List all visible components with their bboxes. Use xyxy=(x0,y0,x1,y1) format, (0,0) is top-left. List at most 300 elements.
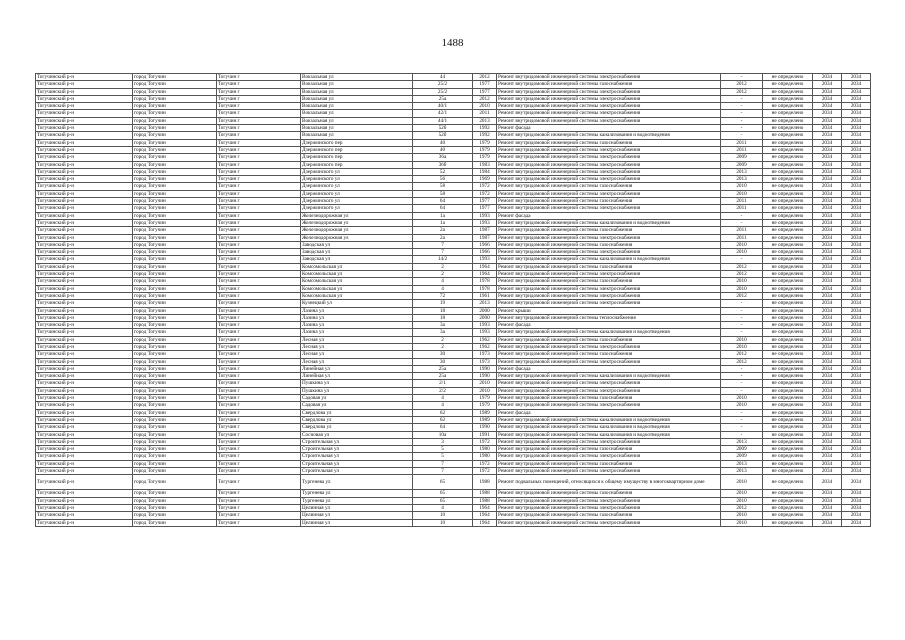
cell-settlement: Тогучин г xyxy=(217,409,301,416)
cell-house-number: 1а xyxy=(413,219,473,226)
cell-work-type: Ремонт внутридомовой инженерной системы газоснабжения xyxy=(497,446,721,453)
cell-house-number: 18 xyxy=(413,307,473,314)
cell-plan-start-year: 2034 xyxy=(813,490,842,497)
cell-municipality: город Тогучин xyxy=(133,424,217,431)
cell-build-year: 2013 xyxy=(473,117,497,124)
cell-settlement: Тогучин г xyxy=(217,453,301,460)
cell-municipality: город Тогучин xyxy=(133,358,217,365)
cell-house-number: 18 xyxy=(413,314,473,321)
cell-plan-end-year: 2034 xyxy=(842,234,871,241)
cell-plan-end-year: 2034 xyxy=(842,314,871,321)
cell-street: Свердлова ул xyxy=(301,424,413,431)
cell-street: Вокзальная ул xyxy=(301,110,413,117)
cell-settlement: Тогучин г xyxy=(217,263,301,270)
cell-plan-start-year: 2034 xyxy=(813,409,842,416)
cell-street: Вокзальная ул xyxy=(301,125,413,132)
cell-settlement: Тогучин г xyxy=(217,395,301,402)
table-row xyxy=(36,146,871,153)
cell-municipality: город Тогучин xyxy=(133,74,217,81)
cell-street: Железнодорожная ул xyxy=(301,234,413,241)
cell-build-year: 2012 xyxy=(473,74,497,81)
cell-last-repair-year: 2009 xyxy=(721,154,763,161)
cell-municipality: город Тогучин xyxy=(133,351,217,358)
table-row xyxy=(36,307,871,314)
cell-district: Тогучинский р-н xyxy=(36,146,133,153)
cell-last-repair-year: 2011 xyxy=(721,227,763,234)
cell-cost-status: не определено xyxy=(763,190,813,197)
cell-district: Тогучинский р-н xyxy=(36,183,133,190)
cell-work-type: Ремонт внутридомовой инженерной системы газоснабжения xyxy=(497,512,721,519)
cell-work-type: Ремонт внутридомовой инженерной системы электроснабжения xyxy=(497,504,721,511)
table-row xyxy=(36,81,871,88)
cell-cost-status: не определено xyxy=(763,409,813,416)
cell-municipality: город Тогучин xyxy=(133,234,217,241)
cell-cost-status: не определено xyxy=(763,285,813,292)
cell-municipality: город Тогучин xyxy=(133,336,217,343)
cell-plan-start-year: 2034 xyxy=(813,365,842,372)
table-row xyxy=(36,110,871,117)
table-row xyxy=(36,161,871,168)
cell-district: Тогучинский р-н xyxy=(36,329,133,336)
cell-work-type: Ремонт внутридомовой инженерной системы газоснабжения xyxy=(497,278,721,285)
cell-settlement: Тогучин г xyxy=(217,468,301,475)
cell-street: Комсомольская ул xyxy=(301,278,413,285)
cell-district: Тогучинский р-н xyxy=(36,358,133,365)
cell-work-type: Ремонт внутридомовой инженерной системы канализования и водоотведения xyxy=(497,416,721,423)
cell-house-number: 3 xyxy=(413,438,473,445)
cell-district: Тогучинский р-н xyxy=(36,512,133,519)
cell-street: Заводская ул xyxy=(301,241,413,248)
table-row xyxy=(36,351,871,358)
cell-district: Тогучинский р-н xyxy=(36,81,133,88)
cell-district: Тогучинский р-н xyxy=(36,227,133,234)
cell-municipality: город Тогучин xyxy=(133,227,217,234)
cell-settlement: Тогучин г xyxy=(217,512,301,519)
table-row xyxy=(36,278,871,285)
cell-build-year: 1966 xyxy=(473,249,497,256)
cell-plan-start-year: 2034 xyxy=(813,139,842,146)
cell-last-repair-year: 2011 xyxy=(721,139,763,146)
cell-build-year: 1964 xyxy=(473,271,497,278)
cell-municipality: город Тогучин xyxy=(133,271,217,278)
cell-last-repair-year: 2009 xyxy=(721,453,763,460)
cell-last-repair-year: - xyxy=(721,380,763,387)
cell-plan-end-year: 2034 xyxy=(842,322,871,329)
cell-house-number: 56 xyxy=(413,176,473,183)
cell-street: Железнодорожная ул xyxy=(301,227,413,234)
cell-street: Железнодорожная ул xyxy=(301,219,413,226)
cell-build-year: 1992 xyxy=(473,125,497,132)
cell-street: Вокзальная ул xyxy=(301,95,413,102)
cell-municipality: город Тогучин xyxy=(133,256,217,263)
cell-last-repair-year: 2012 xyxy=(721,358,763,365)
cell-work-type: Ремонт внутридомовой инженерной системы газоснабжения xyxy=(497,490,721,497)
cell-plan-start-year: 2034 xyxy=(813,212,842,219)
cell-build-year: 1964 xyxy=(473,504,497,511)
cell-district: Тогучинский р-н xyxy=(36,190,133,197)
cell-cost-status: не определено xyxy=(763,519,813,526)
cell-plan-start-year: 2034 xyxy=(813,395,842,402)
cell-last-repair-year: - xyxy=(721,125,763,132)
cell-municipality: город Тогучин xyxy=(133,329,217,336)
cell-street: Целинная ул xyxy=(301,519,413,526)
cell-municipality: город Тогучин xyxy=(133,190,217,197)
cell-street: Заводская ул xyxy=(301,249,413,256)
cell-plan-end-year: 2034 xyxy=(842,453,871,460)
cell-plan-start-year: 2034 xyxy=(813,117,842,124)
table-row xyxy=(36,446,871,453)
cell-municipality: город Тогучин xyxy=(133,88,217,95)
cell-build-year: 1993 xyxy=(473,329,497,336)
cell-cost-status: не определено xyxy=(763,271,813,278)
cell-plan-end-year: 2034 xyxy=(842,387,871,394)
cell-cost-status: не определено xyxy=(763,424,813,431)
cell-plan-end-year: 2034 xyxy=(842,271,871,278)
cell-house-number: 7 xyxy=(413,241,473,248)
table-row xyxy=(36,409,871,416)
table-body xyxy=(36,74,871,527)
table-row xyxy=(36,219,871,226)
cell-house-number: 2 xyxy=(413,336,473,343)
cell-last-repair-year: 2010 xyxy=(721,183,763,190)
cell-plan-end-year: 2034 xyxy=(842,190,871,197)
cell-last-repair-year: 2012 xyxy=(721,271,763,278)
cell-street: Целинная ул xyxy=(301,504,413,511)
cell-work-type: Ремонт внутридомовой инженерной системы газоснабжения xyxy=(497,351,721,358)
cell-street: Строительная ул xyxy=(301,460,413,467)
cell-plan-end-year: 2034 xyxy=(842,497,871,504)
cell-work-type: Ремонт внутридомовой инженерной системы электроснабжения xyxy=(497,453,721,460)
cell-street: Лесная ул xyxy=(301,336,413,343)
cell-house-number: 10а xyxy=(413,431,473,438)
cell-build-year: 1989 xyxy=(473,409,497,416)
cell-work-type: Ремонт внутридомовой инженерной системы электроснабжения xyxy=(497,103,721,110)
cell-work-type: Ремонт внутридомовой инженерной системы газоснабжения xyxy=(497,336,721,343)
table-row xyxy=(36,504,871,511)
cell-house-number: 64 xyxy=(413,424,473,431)
cell-house-number: 52б xyxy=(413,125,473,132)
cell-plan-start-year: 2034 xyxy=(813,402,842,409)
cell-street: Дзержинского пер xyxy=(301,154,413,161)
cell-district: Тогучинский р-н xyxy=(36,271,133,278)
cell-last-repair-year: 2012 xyxy=(721,504,763,511)
cell-house-number: 30 xyxy=(413,351,473,358)
cell-house-number: 36а xyxy=(413,154,473,161)
cell-municipality: город Тогучин xyxy=(133,402,217,409)
cell-plan-start-year: 2034 xyxy=(813,300,842,307)
cell-last-repair-year: - xyxy=(721,300,763,307)
cell-district: Тогучинский р-н xyxy=(36,256,133,263)
cell-cost-status: не определено xyxy=(763,176,813,183)
cell-house-number: 10 xyxy=(413,512,473,519)
cell-work-type: Ремонт внутридомовой инженерной системы теплоснабжения xyxy=(497,314,721,321)
cell-municipality: город Тогучин xyxy=(133,117,217,124)
cell-last-repair-year: 2010 xyxy=(721,343,763,350)
cell-last-repair-year: 2012 xyxy=(721,351,763,358)
cell-build-year: 1973 xyxy=(473,351,497,358)
cell-settlement: Тогучин г xyxy=(217,81,301,88)
cell-street: Вокзальная ул xyxy=(301,81,413,88)
cell-cost-status: не определено xyxy=(763,329,813,336)
cell-street: Пушкина ул xyxy=(301,387,413,394)
cell-build-year: 2010 xyxy=(473,387,497,394)
cell-settlement: Тогучин г xyxy=(217,132,301,139)
cell-settlement: Тогучин г xyxy=(217,336,301,343)
cell-district: Тогучинский р-н xyxy=(36,212,133,219)
cell-municipality: город Тогучин xyxy=(133,380,217,387)
cell-last-repair-year: - xyxy=(721,103,763,110)
cell-cost-status: не определено xyxy=(763,497,813,504)
cell-last-repair-year: - xyxy=(721,74,763,81)
table-row xyxy=(36,468,871,475)
cell-district: Тогучинский р-н xyxy=(36,198,133,205)
cell-cost-status: не определено xyxy=(763,168,813,175)
table-row xyxy=(36,416,871,423)
cell-last-repair-year: 2010 xyxy=(721,497,763,504)
cell-cost-status: не определено xyxy=(763,183,813,190)
cell-last-repair-year: - xyxy=(721,110,763,117)
cell-district: Тогучинский р-н xyxy=(36,351,133,358)
cell-plan-end-year: 2034 xyxy=(842,409,871,416)
cell-plan-start-year: 2034 xyxy=(813,198,842,205)
cell-street: Линейная ул xyxy=(301,373,413,380)
cell-cost-status: не определено xyxy=(763,307,813,314)
cell-municipality: город Тогучин xyxy=(133,219,217,226)
cell-build-year: 1990 xyxy=(473,365,497,372)
cell-house-number: 44/1 xyxy=(413,117,473,124)
cell-district: Тогучинский р-н xyxy=(36,132,133,139)
cell-district: Тогучинский р-н xyxy=(36,431,133,438)
cell-cost-status: не определено xyxy=(763,358,813,365)
cell-plan-start-year: 2034 xyxy=(813,161,842,168)
cell-cost-status: не определено xyxy=(763,278,813,285)
cell-district: Тогучинский р-н xyxy=(36,475,133,490)
cell-house-number: 52б xyxy=(413,132,473,139)
cell-house-number: 7 xyxy=(413,249,473,256)
table-row xyxy=(36,343,871,350)
cell-house-number: 58 xyxy=(413,183,473,190)
cell-plan-start-year: 2034 xyxy=(813,475,842,490)
cell-municipality: город Тогучин xyxy=(133,497,217,504)
cell-work-type: Ремонт внутридомовой инженерной системы канализования и водоотведения xyxy=(497,256,721,263)
cell-municipality: город Тогучин xyxy=(133,446,217,453)
table-row xyxy=(36,373,871,380)
cell-municipality: город Тогучин xyxy=(133,183,217,190)
cell-street: Заводская ул xyxy=(301,256,413,263)
cell-cost-status: не определено xyxy=(763,314,813,321)
cell-plan-end-year: 2034 xyxy=(842,395,871,402)
cell-last-repair-year: 2012 xyxy=(721,263,763,270)
cell-municipality: город Тогучин xyxy=(133,241,217,248)
cell-plan-end-year: 2034 xyxy=(842,380,871,387)
cell-district: Тогучинский р-н xyxy=(36,519,133,526)
cell-last-repair-year: 2012 xyxy=(721,81,763,88)
cell-district: Тогучинский р-н xyxy=(36,249,133,256)
cell-build-year: 1989 xyxy=(473,416,497,423)
cell-cost-status: не определено xyxy=(763,154,813,161)
cell-municipality: город Тогучин xyxy=(133,314,217,321)
cell-municipality: город Тогучин xyxy=(133,300,217,307)
cell-district: Тогучинский р-н xyxy=(36,453,133,460)
cell-street: Вокзальная ул xyxy=(301,74,413,81)
cell-last-repair-year: 2010 xyxy=(721,278,763,285)
cell-settlement: Тогучин г xyxy=(217,300,301,307)
cell-street: Садовая ул xyxy=(301,402,413,409)
cell-cost-status: не определено xyxy=(763,504,813,511)
cell-settlement: Тогучин г xyxy=(217,314,301,321)
table-row xyxy=(36,285,871,292)
cell-plan-end-year: 2034 xyxy=(842,336,871,343)
cell-build-year: 1979 xyxy=(473,154,497,161)
table-row xyxy=(36,234,871,241)
cell-settlement: Тогучин г xyxy=(217,424,301,431)
cell-street: Лесная ул xyxy=(301,351,413,358)
cell-district: Тогучинский р-н xyxy=(36,497,133,504)
cell-last-repair-year: - xyxy=(721,387,763,394)
cell-last-repair-year: - xyxy=(721,307,763,314)
cell-plan-end-year: 2034 xyxy=(842,183,871,190)
cell-cost-status: не определено xyxy=(763,249,813,256)
cell-district: Тогучинский р-н xyxy=(36,292,133,299)
cell-municipality: город Тогучин xyxy=(133,475,217,490)
cell-house-number: 25/2 xyxy=(413,88,473,95)
cell-work-type: Ремонт внутридомовой инженерной системы электроснабжения xyxy=(497,95,721,102)
cell-house-number: 1а xyxy=(413,212,473,219)
cell-work-type: Ремонт внутридомовой инженерной системы электроснабжения xyxy=(497,497,721,504)
cell-municipality: город Тогучин xyxy=(133,490,217,497)
cell-street: Тургенева ул xyxy=(301,497,413,504)
cell-last-repair-year: 2010 xyxy=(721,336,763,343)
cell-plan-end-year: 2034 xyxy=(842,74,871,81)
cell-cost-status: не определено xyxy=(763,263,813,270)
cell-municipality: город Тогучин xyxy=(133,278,217,285)
cell-district: Тогучинский р-н xyxy=(36,322,133,329)
cell-municipality: город Тогучин xyxy=(133,154,217,161)
cell-plan-start-year: 2034 xyxy=(813,146,842,153)
cell-house-number: 5 xyxy=(413,446,473,453)
cell-settlement: Тогучин г xyxy=(217,438,301,445)
table-row xyxy=(36,256,871,263)
cell-plan-end-year: 2034 xyxy=(842,446,871,453)
cell-settlement: Тогучин г xyxy=(217,446,301,453)
cell-house-number: 2/1 xyxy=(413,380,473,387)
cell-build-year: 1972 xyxy=(473,183,497,190)
cell-settlement: Тогучин г xyxy=(217,329,301,336)
cell-settlement: Тогучин г xyxy=(217,198,301,205)
cell-settlement: Тогучин г xyxy=(217,227,301,234)
table-row xyxy=(36,125,871,132)
cell-settlement: Тогучин г xyxy=(217,212,301,219)
cell-district: Тогучинский р-н xyxy=(36,139,133,146)
cell-plan-start-year: 2034 xyxy=(813,373,842,380)
cell-street: Дзержинского ул xyxy=(301,198,413,205)
cell-house-number: 62 xyxy=(413,409,473,416)
cell-street: Вокзальная ул xyxy=(301,132,413,139)
cell-plan-start-year: 2034 xyxy=(813,292,842,299)
cell-cost-status: не определено xyxy=(763,110,813,117)
cell-work-type: Ремонт внутридомовой инженерной системы электроснабжения xyxy=(497,205,721,212)
cell-municipality: город Тогучин xyxy=(133,365,217,372)
cell-plan-end-year: 2034 xyxy=(842,212,871,219)
cell-street: Лазина ул xyxy=(301,314,413,321)
cell-district: Тогучинский р-н xyxy=(36,263,133,270)
cell-settlement: Тогучин г xyxy=(217,387,301,394)
page-number: 1488 xyxy=(441,37,464,49)
cell-street: Комсомольская ул xyxy=(301,292,413,299)
cell-house-number: 58 xyxy=(413,190,473,197)
cell-plan-end-year: 2034 xyxy=(842,431,871,438)
cell-build-year: 1988 xyxy=(473,475,497,490)
cell-build-year: 1980 xyxy=(473,453,497,460)
cell-plan-end-year: 2034 xyxy=(842,117,871,124)
cell-build-year: 1980 xyxy=(473,446,497,453)
cell-street: Садовая ул xyxy=(301,395,413,402)
cell-last-repair-year: - xyxy=(721,409,763,416)
cell-house-number: 19 xyxy=(413,300,473,307)
cell-cost-status: не определено xyxy=(763,146,813,153)
cell-settlement: Тогучин г xyxy=(217,380,301,387)
cell-settlement: Тогучин г xyxy=(217,402,301,409)
cell-settlement: Тогучин г xyxy=(217,88,301,95)
cell-cost-status: не определено xyxy=(763,88,813,95)
cell-work-type: Ремонт внутридомовой инженерной системы электроснабжения xyxy=(497,234,721,241)
cell-district: Тогучинский р-н xyxy=(36,219,133,226)
cell-cost-status: не определено xyxy=(763,139,813,146)
cell-work-type: Ремонт фасада xyxy=(497,322,721,329)
cell-street: Железнодорожная ул xyxy=(301,212,413,219)
cell-cost-status: не определено xyxy=(763,198,813,205)
cell-last-repair-year: - xyxy=(721,365,763,372)
cell-municipality: город Тогучин xyxy=(133,373,217,380)
cell-last-repair-year: 2010 xyxy=(721,241,763,248)
cell-settlement: Тогучин г xyxy=(217,256,301,263)
cell-last-repair-year: - xyxy=(721,95,763,102)
cell-plan-end-year: 2034 xyxy=(842,292,871,299)
cell-district: Тогучинский р-н xyxy=(36,117,133,124)
cell-last-repair-year: - xyxy=(721,373,763,380)
cell-build-year: 1987 xyxy=(473,227,497,234)
cell-cost-status: не определено xyxy=(763,446,813,453)
cell-municipality: город Тогучин xyxy=(133,343,217,350)
table-row xyxy=(36,249,871,256)
table-row xyxy=(36,336,871,343)
cell-plan-start-year: 2034 xyxy=(813,351,842,358)
cell-district: Тогучинский р-н xyxy=(36,103,133,110)
table-row xyxy=(36,176,871,183)
cell-settlement: Тогучин г xyxy=(217,278,301,285)
cell-last-repair-year: 2011 xyxy=(721,146,763,153)
cell-settlement: Тогучин г xyxy=(217,490,301,497)
cell-plan-start-year: 2034 xyxy=(813,504,842,511)
cell-build-year: 1961 xyxy=(473,292,497,299)
cell-plan-start-year: 2034 xyxy=(813,183,842,190)
cell-plan-end-year: 2034 xyxy=(842,219,871,226)
cell-cost-status: не определено xyxy=(763,351,813,358)
cell-plan-end-year: 2034 xyxy=(842,460,871,467)
cell-municipality: город Тогучин xyxy=(133,198,217,205)
cell-district: Тогучинский р-н xyxy=(36,300,133,307)
cell-work-type: Ремонт внутридомовой инженерной системы электроснабжения xyxy=(497,271,721,278)
cell-plan-start-year: 2034 xyxy=(813,497,842,504)
cell-municipality: город Тогучин xyxy=(133,168,217,175)
cell-plan-end-year: 2034 xyxy=(842,438,871,445)
cell-work-type: Ремонт внутридомовой инженерной системы канализования и водоотведения xyxy=(497,219,721,226)
cell-house-number: 4 xyxy=(413,395,473,402)
cell-street: Дзержинского пер xyxy=(301,139,413,146)
cell-street: Свердлова ул xyxy=(301,409,413,416)
cell-plan-end-year: 2034 xyxy=(842,358,871,365)
cell-plan-start-year: 2034 xyxy=(813,176,842,183)
